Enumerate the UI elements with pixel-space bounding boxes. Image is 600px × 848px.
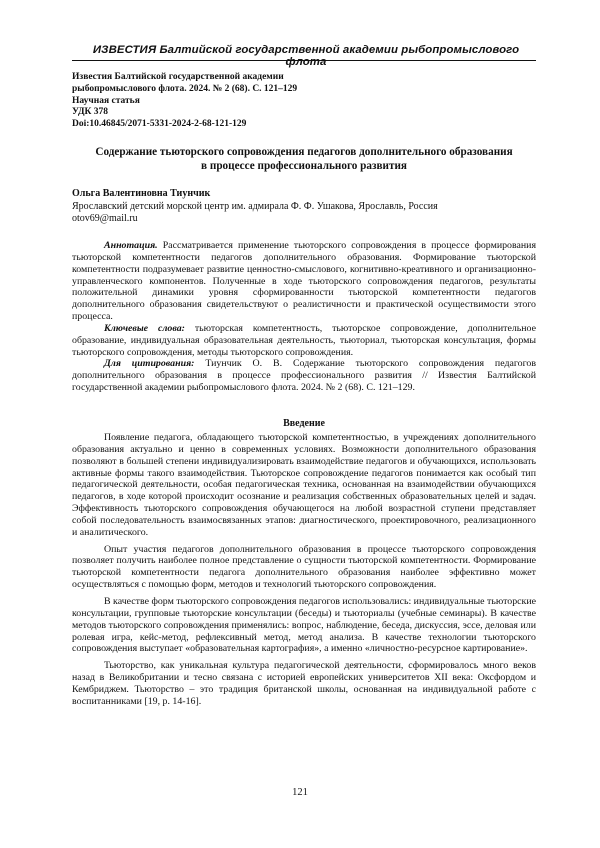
page-number: 121 bbox=[292, 787, 308, 798]
introduction-body bbox=[72, 432, 536, 713]
author-name: Ольга Валентиновна Тиунчик bbox=[72, 188, 211, 199]
author-block bbox=[72, 188, 532, 226]
body-paragraph: Опыт участия педагогов дополнительного образования в процессе тьюторского сопровождения позволяет получить наиболее полное представление о сущности тьюторской компетентности. Формирование тьюторской компетентности педагога дополнительного образования наиболее эффективно может осуществляться с помощью форм, методов и технологий тьюторского сопровождения. bbox=[72, 543, 536, 591]
section-heading-introduction: Введение bbox=[283, 418, 325, 429]
keywords-label: Ключевые слова: bbox=[104, 322, 185, 334]
citation-text: Тиунчик О. В. Содержание тьюторского сопровождения педагогов дополнительного образования в процессе профессионального развития // Известия Балтийской государственной академии рыбопромыслового флота. 2024. № 2 (68). С. 121–129. bbox=[72, 358, 536, 394]
keywords-text: тьюторская компетентность, тьюторское сопровождение, дополнительное образование, индивидуальная образовательная деятельность, тьюториал, тьюторская консультация, формы тьюторского сопровождения, методы тьюторского сопровождения. bbox=[72, 322, 536, 358]
keywords-paragraph bbox=[72, 323, 536, 359]
udc-code: УДК 378 bbox=[72, 107, 109, 118]
author-email[interactable]: otov69@mail.ru bbox=[72, 213, 138, 224]
body-paragraph: В качестве форм тьюторского сопровождения педагогов использовались: индивидуальные тьюторские консультации, групповые тьюторские консультации (беседы) и тьюториалы (учебные семинары). В качестве методов тьюторского сопровождения применялись: вопрос, наблюдение, беседа, дискуссия, эссе, деловая или ролевая игра, кейс-метод, рефлексивный метод, метод анализа. В качестве технологии тьюторского сопровождения выступает «образовательная картография», а именно «личностно-ресурсное картирование». bbox=[72, 595, 536, 655]
abstract-paragraph bbox=[72, 240, 536, 323]
article-type: Научная статья bbox=[72, 95, 140, 106]
citation-label: Для цитирования: bbox=[104, 358, 195, 370]
journal-citation-line-2: рыбопромыслового флота. 2024. № 2 (68). С. 121–129 bbox=[72, 83, 298, 94]
author-affiliation: Ярославский детский морской центр им. адмирала Ф. Ф. Ушакова, Ярославль, Россия bbox=[72, 200, 438, 212]
doi: Doi:10.46845/2071-5331-2024-2-68-121-129 bbox=[72, 119, 247, 130]
abstract-label: Аннотация. bbox=[104, 240, 158, 251]
citation-paragraph bbox=[72, 358, 536, 394]
running-header: ИЗВЕСТИЯ Балтийской государственной академии рыбопромыслового флота bbox=[92, 44, 520, 68]
article-title bbox=[72, 146, 536, 173]
abstract-text: Рассматривается применение тьюторского сопровождения в процессе формирования тьюторской компетентности педагогов дополнительного образования. Формирование тьюторской компетентности подразумевает развитие ценностно-смыслового, когнитивно-креативного и организационно-управленческого компонентов. Полученные в ходе тьюторского сопровождения педагогов, результаты положительной динамики уровня сформированности тьюторской компетентности педагогов дополнительного образования свидетельствуют о реалистичности и практической осуществимости этого процесса. bbox=[72, 240, 537, 323]
article-title-line-2: в процессе профессионального развития bbox=[201, 159, 407, 172]
abstract-block bbox=[72, 240, 536, 394]
journal-citation-line-1: Известия Балтийской государственной академии bbox=[72, 72, 284, 82]
article-title-line-1: Содержание тьюторского сопровождения педагогов дополнительного образования bbox=[95, 146, 513, 158]
header-rule bbox=[72, 60, 536, 61]
article-metadata bbox=[72, 72, 532, 131]
body-paragraph: Появление педагога, обладающего тьюторской компетентностью, в учреждениях дополнительного образования актуально и ценно в современных условиях. Возможности дополнительного образования позволяют в большей степени индивидуализировать взаимодействие педагогов и обучающихся, использовать активные формы такого взаимодействия. Тьюторское сопровождение педагогов понимается как особый тип педагогической деятельности, особая педагогическая техника, основанная на взаимодействии обучающихся педагогов, в ходе которой происходит осознание и реализация собственных образовательных целей и задач. Эффективность тьюторского сопровождения обучающегося на любой возрастной ступени представляет собой последовательность взаимосвязанных этапов: диагностического, проектировочного, реализационного и аналитического. bbox=[72, 432, 536, 538]
body-paragraph: Тьюторство, как уникальная культура педагогической деятельности, сформировалось много веков назад в Великобритании и тесно связана с историей европейских университетов XII века: Оксфордом и Кембриджем. Тьюторство – это традиция британской школы, основанная на индивидуальной работе с воспитанниками [19, р. 14-16]. bbox=[72, 660, 536, 707]
